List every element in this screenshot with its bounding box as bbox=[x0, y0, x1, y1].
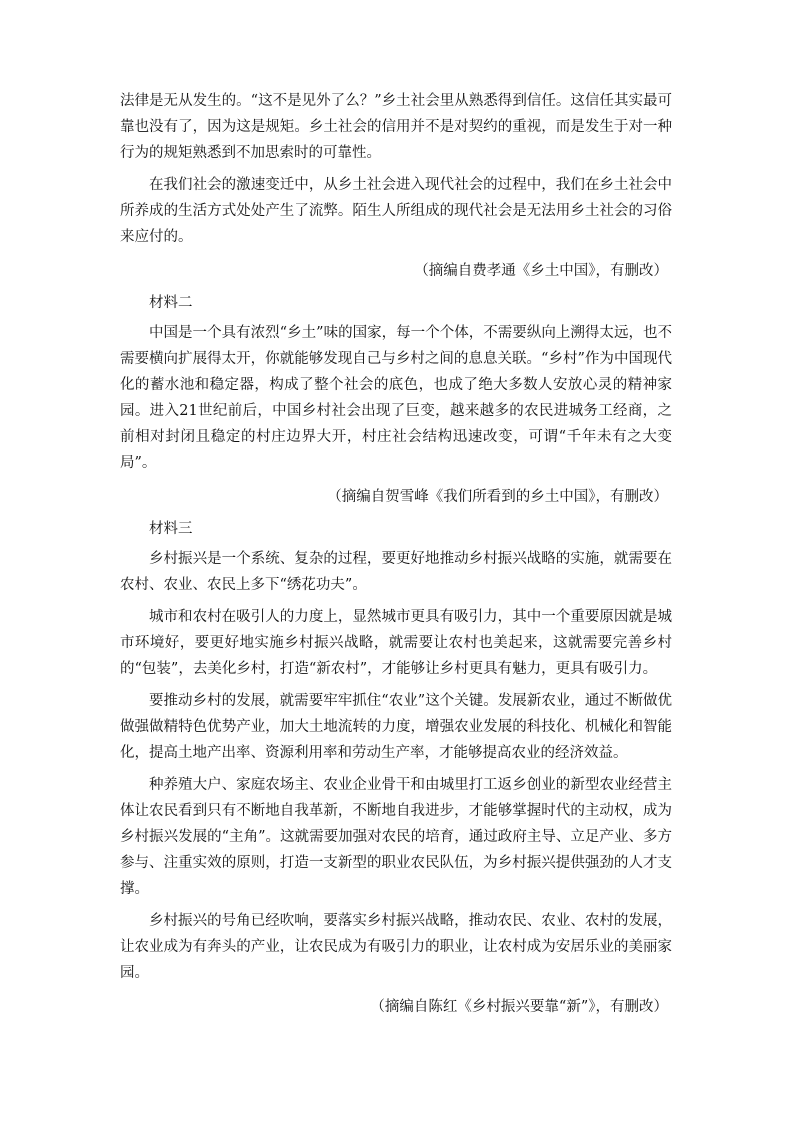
material3-paragraph-1: 乡村振兴是一个系统、复杂的过程，要更好地推动乡村振兴战略的实施，就需要在农村、农业、农民上多下“绣花功夫”。 bbox=[120, 551, 672, 593]
material2-paragraph-1: 中国是一个具有浓烈“乡土”味的国家，每一个个体，不需要纵向上溯得太远，也不需要横向扩展得太开，你就能够发现自己与乡村之间的息息关联。“乡村”作为中国现代化的蓄水池和稳定器，构成了整个社会的底色，也成了绝大多数人安放心灵的精神家园。进入21世纪前后，中国乡村社会出现了巨变，越来越多的农民进城务工经商，之前相对封闭且稳定的村庄边界大开，村庄社会结构迅速改变，可谓“千年未有之大变局”。 bbox=[120, 325, 672, 471]
material3-paragraph-5: 乡村振兴的号角已经吹响，要落实乡村振兴战略，推动农民、农业、农村的发展，让农业成为有奔头的产业，让农民成为有吸引力的职业，让农村成为安居乐业的美丽家园。 bbox=[120, 913, 672, 981]
material3-paragraph-2: 城市和农村在吸引人的力度上，显然城市更具有吸引力，其中一个重要原因就是城市环境好，要更好地实施乡村振兴战略，就需要让农村也美起来，这就需要完善乡村的“包装”，去美化乡村，打造“新农村”，才能够让乡村更具有魅力，更具有吸引力。 bbox=[120, 609, 672, 677]
material2-source: （摘编自贺雪峰《我们所看到的乡土中国》，有删改） bbox=[327, 489, 668, 505]
material1-paragraph-2: 在我们社会的激速变迁中，从乡土社会进入现代社会的过程中，我们在乡土社会中所养成的生活方式处处产生了流弊。陌生人所组成的现代社会是无法用乡土社会的习俗来应付的。 bbox=[120, 177, 672, 245]
material1-source: （摘编自费孝通《乡土中国》，有删改） bbox=[414, 263, 668, 279]
material2-label: 材料二 bbox=[149, 295, 193, 311]
material1-paragraph-1: 法律是无从发生的。“这不是见外了么？”乡土社会里从熟悉得到信任。这信任其实最可靠也没有了，因为这是规矩。乡土社会的信用并不是对契约的重视，而是发生于对一种行为的规矩熟悉到不加思索时的可靠性。 bbox=[120, 93, 672, 161]
material3-label: 材料三 bbox=[149, 521, 193, 537]
material3-paragraph-4: 种养殖大户、家庭农场主、农业企业骨干和由城里打工返乡创业的新型农业经营主体让农民看到只有不断地自我革新，不断地自我进步，才能够掌握时代的主动权，成为乡村振兴发展的“主角”。这就需要加强对农民的培育，通过政府主导、立足产业、多方参与、注重实效的原则，打造一支新型的职业农民队伍，为乡村振兴提供强劲的人才支撑。 bbox=[120, 777, 672, 897]
material3-source: （摘编自陈红《乡村振兴要靠“新”》，有删改） bbox=[370, 999, 668, 1015]
material3-paragraph-3: 要推动乡村的发展，就需要牢牢抓住“农业”这个关键。发展新农业，通过不断做优做强做精特色优势产业，加大土地流转的力度，增强农业发展的科技化、机械化和智能化，提高土地产出率、资源利用率和劳动生产率，才能够提高农业的经济效益。 bbox=[120, 693, 672, 761]
